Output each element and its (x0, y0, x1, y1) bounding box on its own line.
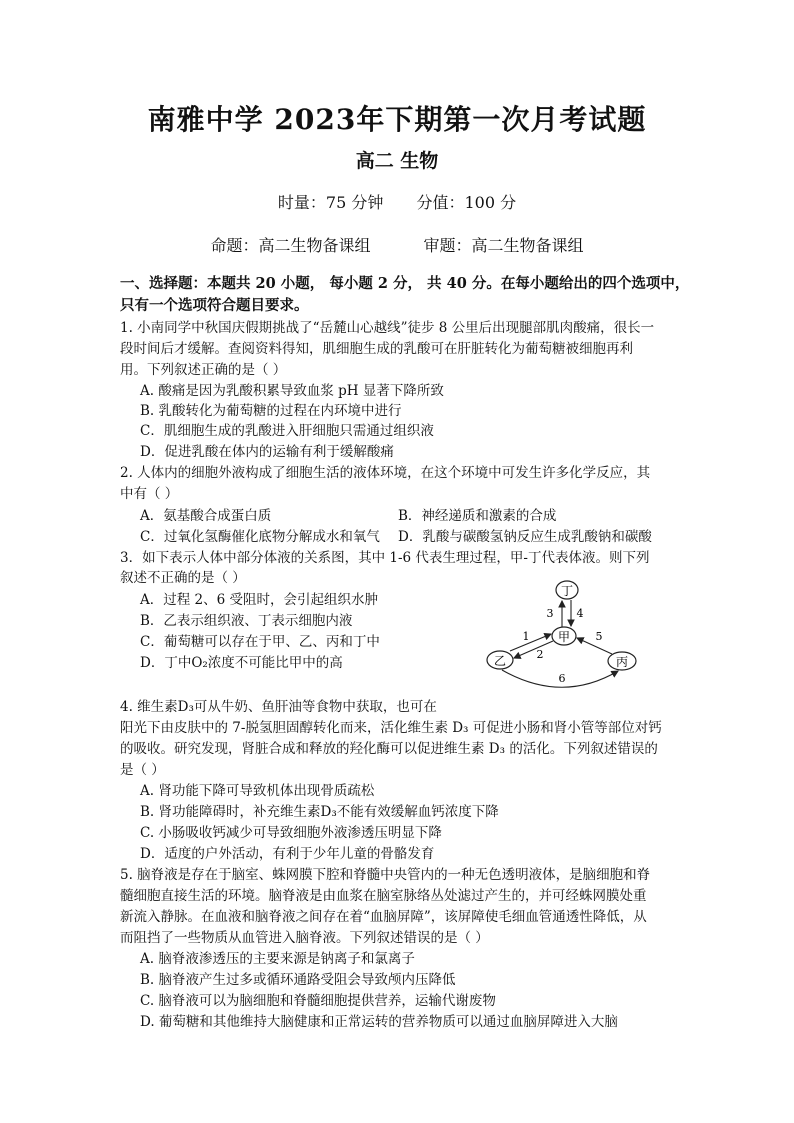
exam-authors (0, 233, 794, 256)
section-heading: 一、选择题：本题共 20 小题， 每小题 2 分， 共 40 分。在每小题给出的四个选项中，只有一个选项符合题目要求。 (120, 275, 690, 314)
question-1-option-d: D．促进乳酸在体内的运输有利于缓解酸痛 (140, 444, 394, 460)
exam-score: 分值：100 分 (416, 193, 517, 212)
question-1-option-b: B. 乳酸转化为葡萄糖的过程在内环境中进行 (140, 403, 402, 419)
label-5: 5 (595, 630, 603, 643)
exam-info (0, 190, 794, 213)
node-ding-label: 丁 (560, 584, 574, 598)
question-3-line: 叙述不正确的是（ ） (120, 570, 246, 586)
question-3-option-b: B．乙表示组织液、丁表示细胞内液 (140, 613, 353, 629)
question-1-line: 段时间后才缓解。查阅资料得知，肌细胞生成的乳酸可在肝脏转化为葡萄糖被细胞再利 (120, 341, 633, 357)
question-5-option-c: C. 脑脊液可以为脑细胞和脊髓细胞提供营养，运输代谢废物 (140, 993, 496, 1009)
arrow-2 (514, 641, 553, 658)
label-1: 1 (522, 630, 530, 643)
question-4-line: 是（ ） (120, 762, 165, 778)
page-title: 南雅中学 2023年下期第一次月考试题 (147, 103, 647, 136)
page-subtitle: 高二 生物 (355, 150, 439, 172)
question-1-line: 用。下列叙述正确的是（ ） (120, 362, 287, 378)
label-4: 4 (576, 607, 584, 620)
question-3-option-c: C．葡萄糖可以存在于甲、乙、丙和丁中 (140, 634, 380, 650)
question-3-line: 3．如下表示人体中部分体液的关系图，其中 1-6 代表生理过程，甲-丁代表体液。则下列 (120, 550, 650, 566)
node-jia-label: 甲 (557, 630, 571, 644)
question-5-line: 5. 脑脊液是存在于脑室、蛛网膜下腔和脊髓中央管内的一种无色透明液体，是脑细胞和脊 (120, 867, 651, 883)
question-1-line: 1. 小南同学中秋国庆假期挑战了“岳麓山心越线”徒步 8 公里后出现腿部肌肉酸痛，很长一 (120, 320, 655, 336)
question-5-option-d: D. 葡萄糖和其他维持大脑健康和正常运转的营养物质可以通过血脑屏障进入大脑 (140, 1014, 618, 1030)
question-2-option-b: B．神经递质和激素的合成 (398, 508, 557, 524)
question-5-option-a: A. 脑脊液渗透压的主要来源是钠离子和氯离子 (140, 951, 415, 967)
label-3: 3 (546, 607, 554, 620)
arrow-1 (510, 634, 551, 651)
question-2-line: 2. 人体内的细胞外液构成了细胞生活的液体环境，在这个环境中可发生许多化学反应，其 (120, 465, 651, 481)
question-2-option-c: C．过氧化氢酶催化底物分解成水和氧气 (140, 529, 380, 545)
node-yi-label: 乙 (493, 654, 507, 668)
question-4-line: 的吸收。研究发现，肾脏合成和释放的羟化酶可以促进维生素 D₃ 的活化。下列叙述错误的 (120, 741, 658, 757)
exam-author: 命题：高二生物备课组 (210, 236, 371, 255)
question-4-option-c: C. 小肠吸收钙减少可导致细胞外液渗透压明显下降 (140, 825, 442, 841)
question-1-option-c: C．肌细胞生成的乳酸进入肝细胞只需通过组织液 (140, 423, 434, 439)
question-2-option-a: A．氨基酸合成蛋白质 (140, 508, 272, 524)
exam-reviewer: 审题：高二生物备课组 (423, 236, 584, 255)
question-3-option-a: A．过程 2、6 受阻时，会引起组织水肿 (140, 592, 379, 608)
question-4-option-b: B. 肾功能障碍时，补充维生素D₃不能有效缓解血钙浓度下降 (140, 804, 499, 820)
question-4-line: 4. 维生素D₃可从牛奶、鱼肝油等食物中获取，也可在 (120, 699, 437, 715)
body-fluid-diagram (480, 576, 655, 701)
exam-time: 时量：75 分钟 (277, 193, 384, 212)
question-1-option-a: A. 酸痛是因为乳酸积累导致血浆 pH 显著下降所致 (140, 383, 444, 399)
node-bing-label: 丙 (615, 655, 629, 669)
question-5-line: 新流入静脉。在血液和脑脊液之间存在着“血脑屏障”，该屏障使毛细血管通透性降低，从 (120, 909, 647, 925)
question-4-option-a: A. 肾功能下降可导致机体出现骨质疏松 (140, 783, 375, 799)
arrow-5 (577, 638, 612, 654)
question-5-line: 髓细胞直接生活的环境。脑脊液是由血浆在脑室脉络丛处滤过产生的，并可经蛛网膜处重 (120, 888, 647, 904)
label-6: 6 (558, 672, 566, 685)
question-5-line: 而阻挡了一些物质从血管进入脑脊液。下列叙述错误的是（ ） (120, 930, 489, 946)
label-2: 2 (536, 648, 544, 661)
question-4-option-d: D．适度的户外活动，有利于少年儿童的骨骼发育 (140, 846, 435, 862)
question-2-option-d: D．乳酸与碳酸氢钠反应生成乳酸钠和碳酸 (398, 529, 652, 545)
question-3-option-d: D．丁中O₂浓度不可能比甲中的高 (140, 655, 343, 671)
question-2-line: 中有（ ） (120, 486, 179, 502)
question-4-line: 阳光下由皮肤中的 7-脱氢胆固醇转化而来，活化维生素 D₃ 可促进小肠和肾小管等部位对钙 (120, 720, 662, 736)
question-5-option-b: B. 脑脊液产生过多或循环通路受阻会导致颅内压降低 (140, 972, 456, 988)
